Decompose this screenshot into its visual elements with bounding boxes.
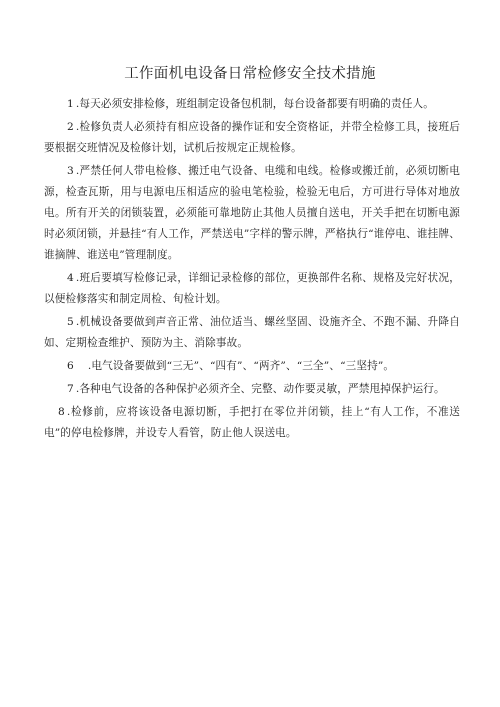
- paragraph-text: .每天必须安排检修，班组制定设备包机制，每台设备都要有明确的责任人。: [75, 98, 434, 110]
- paragraph-8: [44, 402, 460, 444]
- paragraph-text: .检修负责人必须持有相应设备的操作证和安全资格证，并带全检修工具，接班后要根据交班情况及检修计划，试机后按规定正规检修。: [44, 121, 460, 154]
- paragraph-text: .机械设备要做到声音正常、油位适当、螺丝坚固、设施齐全、不跑不漏、升降自如、定期检查维护、预防为主、消除事故。: [44, 316, 460, 349]
- paragraph-3: [44, 161, 460, 266]
- paragraph-1: [44, 94, 460, 115]
- paragraph-text: .电气设备要做到“三无”、“四有”、“两齐”、“三全”、“三坚持”。: [87, 360, 395, 372]
- paragraph-4: [44, 268, 460, 310]
- document-title: 工作面机电设备日常检修安全技术措施: [124, 66, 376, 82]
- paragraph-text: .检修前，应将该设备电源切断，手把打在零位并闭锁，挂上“有人工作，不准送电”的停电检修牌，并设专人看管，防止他人误送电。: [44, 406, 460, 439]
- paragraph-text: .严禁任何人带电检修、搬迁电气设备、电缆和电线。检修或搬迁前，必须切断电源，检查瓦斯，用与电源电压相适应的验电笔检验，检验无电后，方可进行导体对地放电。所有开关的闭锁装置，必须能可靠地防止其他人员擅自送电，开关手把在切断电源时必须闭锁，并悬挂“有人工作，严禁送电”字样的警示牌，严格执行“谁停电、谁挂牌、谁摘牌、谁送电”管理制度。: [44, 165, 460, 261]
- paragraph-text: .班后要填写检修记录，详细记录检修的部位，更换部件名称、规格及完好状况，以便检修落实和制定周检、旬检计划。: [44, 272, 460, 305]
- paragraph-number: 3: [67, 165, 74, 177]
- paragraph-number: 2: [67, 121, 74, 133]
- paragraph-number: 6: [67, 360, 74, 372]
- paragraph-6: [44, 356, 460, 377]
- paragraph-number: 8: [58, 406, 65, 418]
- paragraph-number: 1: [67, 98, 74, 110]
- paragraph-7: [44, 379, 460, 400]
- document-body: [44, 94, 460, 446]
- paragraph-number: 5: [67, 316, 74, 328]
- paragraph-number: 7: [67, 383, 74, 395]
- paragraph-2: [44, 117, 460, 159]
- paragraph-text: .各种电气设备的各种保护必须齐全、完整、动作要灵敏，严禁甩掉保护运行。: [75, 383, 445, 395]
- paragraph-number: 4: [67, 272, 74, 284]
- paragraph-5: [44, 312, 460, 354]
